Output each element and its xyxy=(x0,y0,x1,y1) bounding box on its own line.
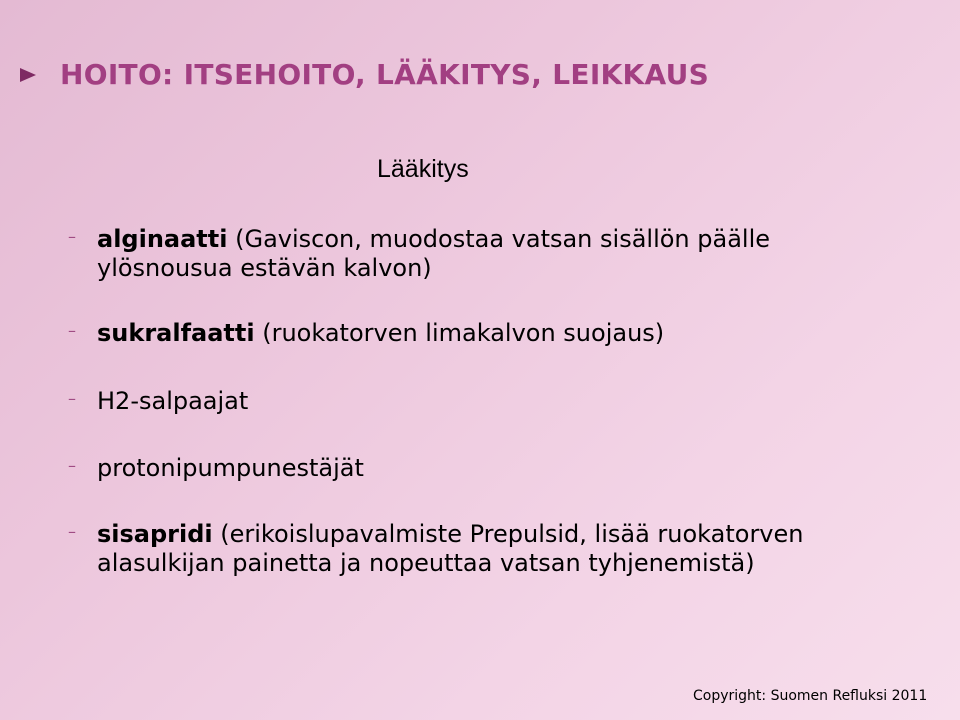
bullet-detail: (Gaviscon, muodostaa vatsan sisällön päälle ylösnousua estävän kalvon) xyxy=(97,225,771,282)
title-arrow-icon xyxy=(20,68,36,82)
bullet-term: alginaatti xyxy=(97,225,228,253)
bullet-dash-icon: – xyxy=(68,522,76,541)
bullet-text xyxy=(97,319,887,348)
bullet-text xyxy=(97,225,887,283)
bullet-detail: protonipumpunestäjät xyxy=(97,454,364,482)
bullet-dash-icon: – xyxy=(68,321,76,340)
copyright-notice: Copyright: Suomen Refluksi 2011 xyxy=(693,688,928,704)
slide-title: HOITO: ITSEHOITO, LÄÄKITYS, LEIKKAUS xyxy=(60,58,710,91)
bullet-text xyxy=(97,520,887,578)
bullet-detail: (erikoislupavalmiste Prepulsid, lisää ruokatorven alasulkijan painetta ja nopeuttaa vatsan tyhjenemistä) xyxy=(97,520,804,577)
bullet-dash-icon: – xyxy=(68,227,76,246)
bullet-detail: (ruokatorven limakalvon suojaus) xyxy=(254,319,665,347)
bullet-text xyxy=(97,454,887,483)
slide-subtitle: Lääkitys xyxy=(377,155,469,183)
bullet-dash-icon: – xyxy=(68,456,76,475)
bullet-detail: H2-salpaajat xyxy=(97,387,249,415)
bullet-term: sukralfaatti xyxy=(97,319,255,347)
bullet-dash-icon: – xyxy=(68,389,76,408)
bullet-term: sisapridi xyxy=(97,520,213,548)
bullet-text xyxy=(97,387,887,416)
